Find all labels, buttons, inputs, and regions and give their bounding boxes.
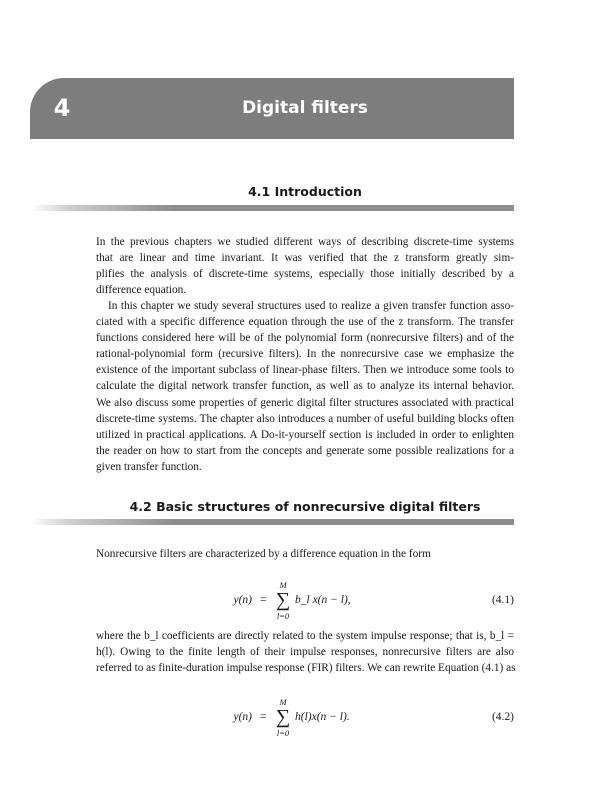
summation [274, 697, 292, 739]
text-line: rational-polynomial form (recursive filters). In the nonrecursive case we emphasize the [96, 348, 514, 361]
summation-upper-limit: M [279, 697, 287, 707]
equation-number: (4.1) [491, 594, 514, 606]
text-line: utilized in practical applications. A Do-it-yourself section is included in order to enlighten [96, 428, 514, 441]
chapter-title: Digital filters [242, 98, 368, 118]
nonrecursive-paragraph-1 [96, 546, 514, 562]
equation-rhs: h(l)x(n − l). [295, 711, 350, 723]
text-line: where the b_l coefficients are directly related to the system impulse response; that is, b_l = [96, 630, 514, 642]
equation-lhs: y(n) [233, 711, 252, 723]
summation-sigma: ∑ [275, 706, 291, 728]
text-line: difference equation. [96, 284, 187, 297]
equation-number: (4.2) [491, 711, 514, 723]
section-heading-nonrecursive: 4.2 Basic structures of nonrecursive digital filters [129, 499, 481, 514]
equals-sign: = [260, 711, 267, 723]
section-rule [30, 205, 514, 211]
summation-upper-limit: M [279, 580, 287, 590]
section-rule [30, 519, 514, 525]
text-line: that are linear and time invariant. It was verified that the z transform greatly sim- [96, 252, 514, 265]
equation-rhs: b_l x(n − l), [295, 594, 351, 606]
text-line: In the previous chapters we studied different ways of describing discrete-time systems [96, 236, 514, 248]
chapter-number: 4 [53, 94, 71, 122]
text-line: We also discuss some properties of generic digital filter structures associated with practical [96, 396, 514, 409]
text-line: functions considered here will be of the polynomial form (nonrecursive filters) and of the [96, 332, 514, 345]
text-line: referred to as finite-duration impulse response (FIR) filters. We can rewrite Equation (4.1) as [96, 662, 516, 675]
text-line: h(l). Owing to the finite length of their impulse responses, nonrecursive filters are also [96, 646, 514, 659]
text-line: discrete-time systems. The chapter also introduces a number of useful building blocks often [96, 412, 514, 425]
text-line: given transfer function. [96, 460, 202, 473]
summation [274, 580, 292, 622]
equals-sign: = [260, 594, 267, 606]
summation-lower-limit: l=0 [276, 728, 290, 738]
summation-sigma: ∑ [275, 589, 291, 611]
text-line: In this chapter we study several structures used to realize a given transfer function asso- [108, 300, 514, 312]
section-heading-introduction: 4.1 Introduction [248, 184, 362, 199]
equation-4-2 [96, 697, 514, 743]
text-line: ciated with a specific difference equation through the use of the z transform. The transfer [96, 316, 514, 329]
equation-4-1 [96, 580, 514, 626]
text-line: calculate the digital network transfer function, as well as to analyze its internal behavior. [96, 380, 514, 393]
nonrecursive-paragraph-2 [96, 628, 514, 676]
intro-paragraph-1 [96, 234, 514, 298]
text-line: plifies the analysis of discrete-time systems, especially those initially described by a [96, 268, 514, 281]
text-line: existence of the important subclass of linear-phase filters. Then we introduce some tools to [96, 364, 514, 377]
text-line: the reader on how to start from the concepts and generate some possible realizations for a [96, 444, 514, 457]
equation-lhs: y(n) [233, 594, 252, 606]
text-line: Nonrecursive filters are characterized by a difference equation in the form [96, 548, 431, 560]
intro-paragraph-2 [96, 298, 514, 475]
summation-lower-limit: l=0 [276, 611, 290, 621]
